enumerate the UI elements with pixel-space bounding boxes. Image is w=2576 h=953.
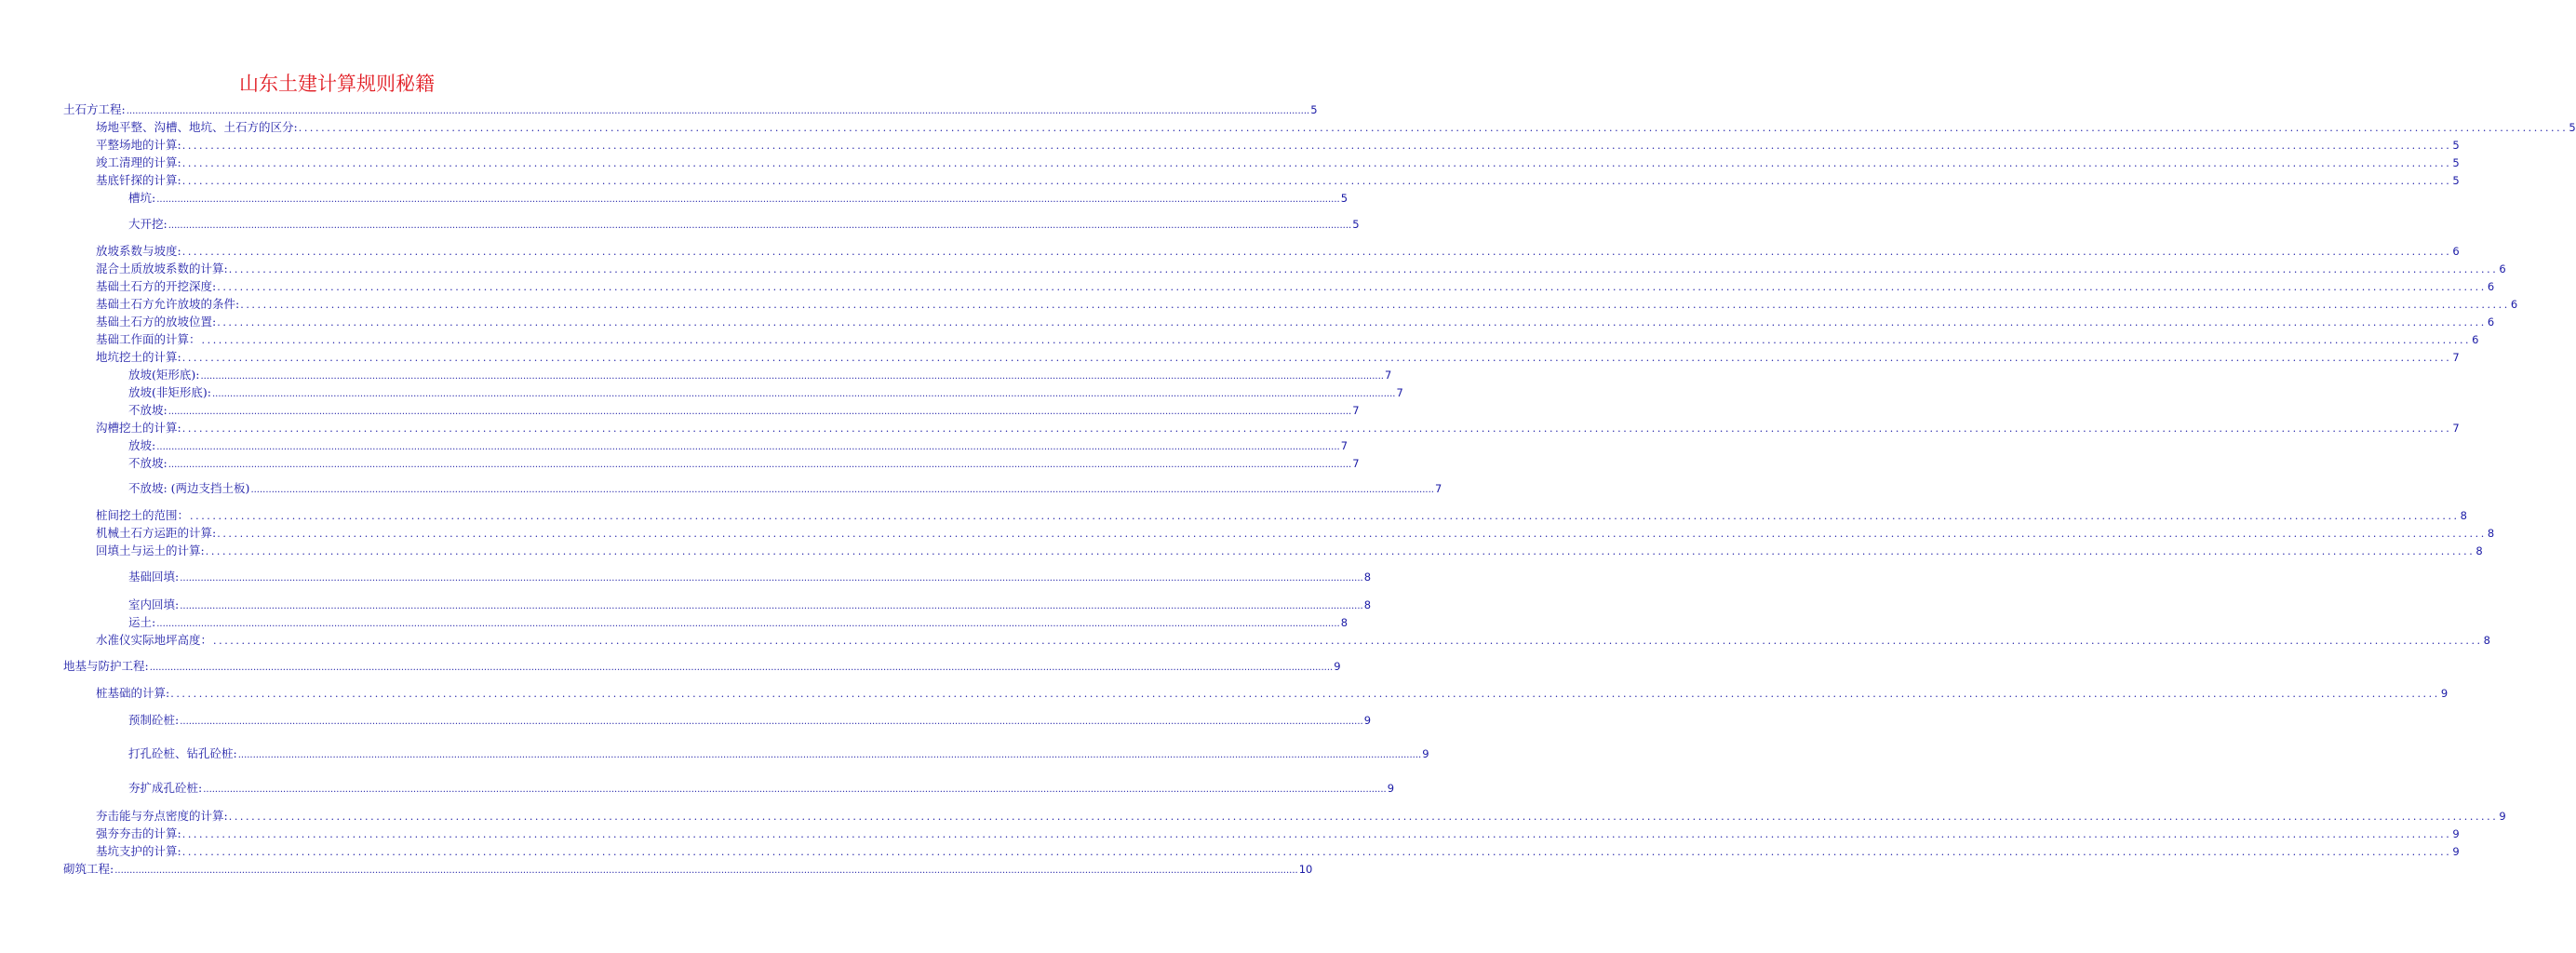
- toc-entry-title: 基础土石方的放坡位置:: [96, 315, 217, 329]
- toc-page-number: 6: [2487, 315, 2495, 329]
- toc-page-number: 9: [2440, 687, 2449, 700]
- toc-page-number: 5: [2569, 121, 2576, 134]
- toc-entry[interactable]: [128, 438, 1348, 455]
- toc-page-number: 8: [2475, 544, 2483, 557]
- toc-entry[interactable]: [96, 686, 2449, 702]
- toc-dot-leader: ................................................................................................................................................................................................................................................................................................................................................................................................................: [190, 510, 2460, 522]
- toc-entry[interactable]: [128, 403, 1360, 420]
- toc-page-number: 7: [1352, 404, 1360, 417]
- toc-entry[interactable]: [128, 746, 1429, 763]
- toc-entry-title: 放坡(非矩形底):: [128, 385, 211, 399]
- toc-dot-leader: ................................................................................................................................................................................................................................................................................................................................................................................................................: [250, 485, 1434, 495]
- toc-page-number: 9: [1422, 747, 1429, 760]
- toc-page-number: 5: [1340, 192, 1348, 205]
- toc-dot-leader: ................................................................................................................................................................................................................................................................................................................................................................................................................: [168, 407, 1352, 417]
- toc-entry-title: 场地平整、沟槽、地坑、土石方的区分:: [96, 120, 298, 134]
- toc-entry-title: 砌筑工程:: [63, 862, 114, 876]
- toc-dot-leader: ................................................................................................................................................................................................................................................................................................................................................................................................................: [181, 246, 2452, 258]
- document-title: 山东土建计算规则秘籍: [239, 73, 435, 95]
- toc-page-number: 6: [2472, 333, 2479, 346]
- toc-dot-leader: ................................................................................................................................................................................................................................................................................................................................................................................................................: [168, 460, 1352, 470]
- toc-dot-leader: ................................................................................................................................................................................................................................................................................................................................................................................................................: [211, 389, 1396, 399]
- toc-dot-leader: ................................................................................................................................................................................................................................................................................................................................................................................................................: [149, 663, 1334, 673]
- toc-entry[interactable]: [63, 659, 1341, 676]
- toc-entry[interactable]: [96, 138, 2460, 154]
- toc-entry-title: 基底钎探的计算:: [96, 173, 181, 187]
- toc-page-number: 9: [1363, 714, 1372, 727]
- toc-entry-title: 夯击能与夯点密度的计算:: [96, 809, 228, 823]
- toc-dot-leader: ................................................................................................................................................................................................................................................................................................................................................................................................................: [213, 635, 2483, 647]
- toc-page-number: 8: [2483, 634, 2490, 647]
- toc-dot-leader: ................................................................................................................................................................................................................................................................................................................................................................................................................: [298, 122, 2569, 134]
- toc-entry[interactable]: [128, 456, 1360, 473]
- toc-entry-title: 运土:: [128, 615, 156, 629]
- toc-entry-title: 机械土石方运距的计算:: [96, 526, 217, 540]
- toc-entry-title: 放坡系数与坡度:: [96, 244, 181, 258]
- toc-entry-title: 竣工清理的计算:: [96, 155, 181, 169]
- toc-dot-leader: ................................................................................................................................................................................................................................................................................................................................................................................................................: [203, 785, 1387, 795]
- toc-dot-leader: ................................................................................................................................................................................................................................................................................................................................................................................................................: [156, 442, 1340, 452]
- toc-dot-leader: ................................................................................................................................................................................................................................................................................................................................................................................................................: [205, 545, 2475, 557]
- toc-dot-leader: ................................................................................................................................................................................................................................................................................................................................................................................................................: [217, 316, 2487, 329]
- toc-page-number: 9: [1387, 782, 1395, 795]
- toc-page-number: 7: [1352, 457, 1360, 470]
- toc-dot-leader: ................................................................................................................................................................................................................................................................................................................................................................................................................: [181, 157, 2452, 169]
- toc-entry-title: 地坑挖土的计算:: [96, 350, 181, 364]
- toc-entry-title: 放坡:: [128, 438, 156, 452]
- toc-entry[interactable]: [96, 350, 2460, 366]
- toc-entry[interactable]: [96, 844, 2460, 860]
- toc-page-number: 8: [1363, 598, 1372, 611]
- toc-page-number: 6: [2487, 280, 2495, 293]
- toc-entry-title: 基坑支护的计算:: [96, 844, 181, 858]
- toc-entry-title: 沟槽挖土的计算:: [96, 421, 181, 435]
- toc-dot-leader: ................................................................................................................................................................................................................................................................................................................................................................................................................: [156, 195, 1340, 205]
- toc-dot-leader: ................................................................................................................................................................................................................................................................................................................................................................................................................: [228, 811, 2499, 823]
- toc-entry-title: 打孔砼桩、钻孔砼桩:: [128, 746, 237, 760]
- toc-dot-leader: ................................................................................................................................................................................................................................................................................................................................................................................................................: [181, 175, 2452, 187]
- toc-dot-leader: ................................................................................................................................................................................................................................................................................................................................................................................................................: [180, 717, 1363, 727]
- toc-page-number: 6: [2499, 262, 2506, 275]
- toc-page-number: 8: [1363, 570, 1372, 584]
- toc-page-number: 7: [1384, 369, 1392, 382]
- toc-entry[interactable]: [128, 368, 1392, 384]
- toc-entry[interactable]: [128, 597, 1372, 614]
- toc-entry[interactable]: [96, 633, 2490, 649]
- toc-page-number: 7: [1396, 386, 1403, 399]
- toc-dot-leader: ................................................................................................................................................................................................................................................................................................................................................................................................................: [181, 423, 2452, 435]
- toc-entry[interactable]: [128, 713, 1372, 730]
- toc-dot-leader: ................................................................................................................................................................................................................................................................................................................................................................................................................: [240, 299, 2510, 311]
- toc-entry-title: 基础土石方允许放坡的条件:: [96, 297, 240, 311]
- toc-entry[interactable]: [128, 615, 1348, 632]
- toc-entry[interactable]: [96, 826, 2460, 842]
- toc-page-number: 7: [2452, 422, 2460, 435]
- toc-page-number: 5: [2452, 156, 2460, 169]
- toc-page-number: 5: [2452, 174, 2460, 187]
- toc-dot-leader: ................................................................................................................................................................................................................................................................................................................................................................................................................: [168, 221, 1352, 231]
- toc-entry[interactable]: [63, 102, 1318, 119]
- toc-entry[interactable]: [128, 217, 1360, 234]
- toc-entry-title: 地基与防护工程:: [63, 659, 149, 673]
- toc-entry[interactable]: [96, 173, 2460, 189]
- toc-page-number: 9: [2452, 845, 2460, 858]
- toc-entry-title: 土石方工程:: [63, 102, 126, 116]
- toc-entry-title: 水准仪实际地坪高度：: [96, 633, 213, 647]
- toc-entry[interactable]: [128, 481, 1442, 498]
- toc-page-number: 7: [1340, 439, 1348, 452]
- toc-entry[interactable]: [96, 155, 2460, 171]
- toc-dot-leader: ................................................................................................................................................................................................................................................................................................................................................................................................................: [200, 371, 1384, 382]
- toc-entry[interactable]: [128, 781, 1395, 798]
- toc-entry-title: 预制砼桩:: [128, 713, 180, 727]
- toc-entry[interactable]: [96, 421, 2460, 436]
- toc-dot-leader: ................................................................................................................................................................................................................................................................................................................................................................................................................: [228, 263, 2499, 275]
- toc-page-number: 5: [2452, 139, 2460, 152]
- toc-entry-title: 不放坡:: [128, 403, 168, 417]
- toc-entry-title: 室内回填:: [128, 597, 180, 611]
- toc-entry-title: 放坡(矩形底):: [128, 368, 200, 382]
- toc-page-number: 5: [1352, 218, 1360, 231]
- toc-entry[interactable]: [96, 120, 2576, 136]
- toc-entry-title: 基础工作面的计算：: [96, 332, 201, 346]
- toc-entry-title: 强夯夯击的计算:: [96, 826, 181, 840]
- toc-entry[interactable]: [96, 526, 2495, 542]
- toc-page-number: 7: [2452, 351, 2460, 364]
- toc-entry[interactable]: [96, 244, 2460, 260]
- toc-entry[interactable]: [96, 332, 2479, 348]
- toc-dot-leader: ................................................................................................................................................................................................................................................................................................................................................................................................................: [237, 750, 1422, 760]
- toc-page-number: 9: [1334, 660, 1341, 673]
- toc-dot-leader: ................................................................................................................................................................................................................................................................................................................................................................................................................: [181, 352, 2452, 364]
- toc-page-number: 8: [2487, 527, 2495, 540]
- toc-dot-leader: ................................................................................................................................................................................................................................................................................................................................................................................................................: [114, 866, 1298, 876]
- toc-dot-leader: ................................................................................................................................................................................................................................................................................................................................................................................................................: [181, 846, 2452, 858]
- toc-entry[interactable]: [128, 191, 1348, 208]
- toc-entry-title: 桩基础的计算:: [96, 686, 170, 700]
- toc-page-number: 8: [2460, 509, 2467, 522]
- toc-entry-title: 不放坡: (两边支挡土板): [128, 481, 250, 495]
- toc-entry[interactable]: [63, 862, 1313, 879]
- toc-dot-leader: ................................................................................................................................................................................................................................................................................................................................................................................................................: [180, 573, 1363, 584]
- toc-dot-leader: ................................................................................................................................................................................................................................................................................................................................................................................................................: [181, 828, 2452, 840]
- toc-page-number: 5: [1310, 103, 1318, 116]
- toc-dot-leader: ................................................................................................................................................................................................................................................................................................................................................................................................................: [156, 619, 1340, 629]
- toc-entry-title: 不放坡:: [128, 456, 168, 470]
- toc-entry[interactable]: [96, 279, 2495, 295]
- toc-entry[interactable]: [96, 262, 2506, 277]
- toc-entry-title: 平整场地的计算:: [96, 138, 181, 152]
- toc-entry-title: 槽坑:: [128, 191, 156, 205]
- toc-dot-leader: ................................................................................................................................................................................................................................................................................................................................................................................................................: [217, 528, 2487, 540]
- toc-dot-leader: ................................................................................................................................................................................................................................................................................................................................................................................................................: [126, 106, 1310, 116]
- toc-entry-title: 基础回填:: [128, 570, 180, 584]
- toc-page-number: 8: [1340, 616, 1348, 629]
- toc-dot-leader: ................................................................................................................................................................................................................................................................................................................................................................................................................: [217, 281, 2487, 293]
- toc-dot-leader: ................................................................................................................................................................................................................................................................................................................................................................................................................: [181, 140, 2452, 152]
- toc-entry[interactable]: [96, 315, 2495, 330]
- toc-entry-title: 基础土石方的开挖深度:: [96, 279, 217, 293]
- toc-entry[interactable]: [96, 809, 2506, 825]
- toc-page-number: 7: [1434, 482, 1442, 495]
- toc-entry[interactable]: [96, 508, 2467, 524]
- toc-entry-title: 夯扩成孔砼桩:: [128, 781, 203, 795]
- toc-entry-title: 桩间挖土的范围：: [96, 508, 190, 522]
- toc-dot-leader: ................................................................................................................................................................................................................................................................................................................................................................................................................: [170, 688, 2440, 700]
- toc-entry[interactable]: [96, 544, 2483, 559]
- toc-dot-leader: ................................................................................................................................................................................................................................................................................................................................................................................................................: [180, 601, 1363, 611]
- toc-dot-leader: ................................................................................................................................................................................................................................................................................................................................................................................................................: [201, 334, 2472, 346]
- toc-entry-title: 回填土与运土的计算:: [96, 544, 205, 557]
- toc-entry-title: 大开挖:: [128, 217, 168, 231]
- toc-entry[interactable]: [96, 297, 2518, 313]
- toc-page-number: 6: [2510, 298, 2518, 311]
- toc-page-number: 9: [2452, 827, 2460, 840]
- toc-entry[interactable]: [128, 570, 1372, 586]
- toc-page-number: 9: [2499, 810, 2506, 823]
- toc-entry-title: 混合土质放坡系数的计算:: [96, 262, 228, 275]
- toc-page-number: 6: [2452, 245, 2460, 258]
- toc-page-number: 10: [1298, 863, 1313, 876]
- toc-entry[interactable]: [128, 385, 1403, 402]
